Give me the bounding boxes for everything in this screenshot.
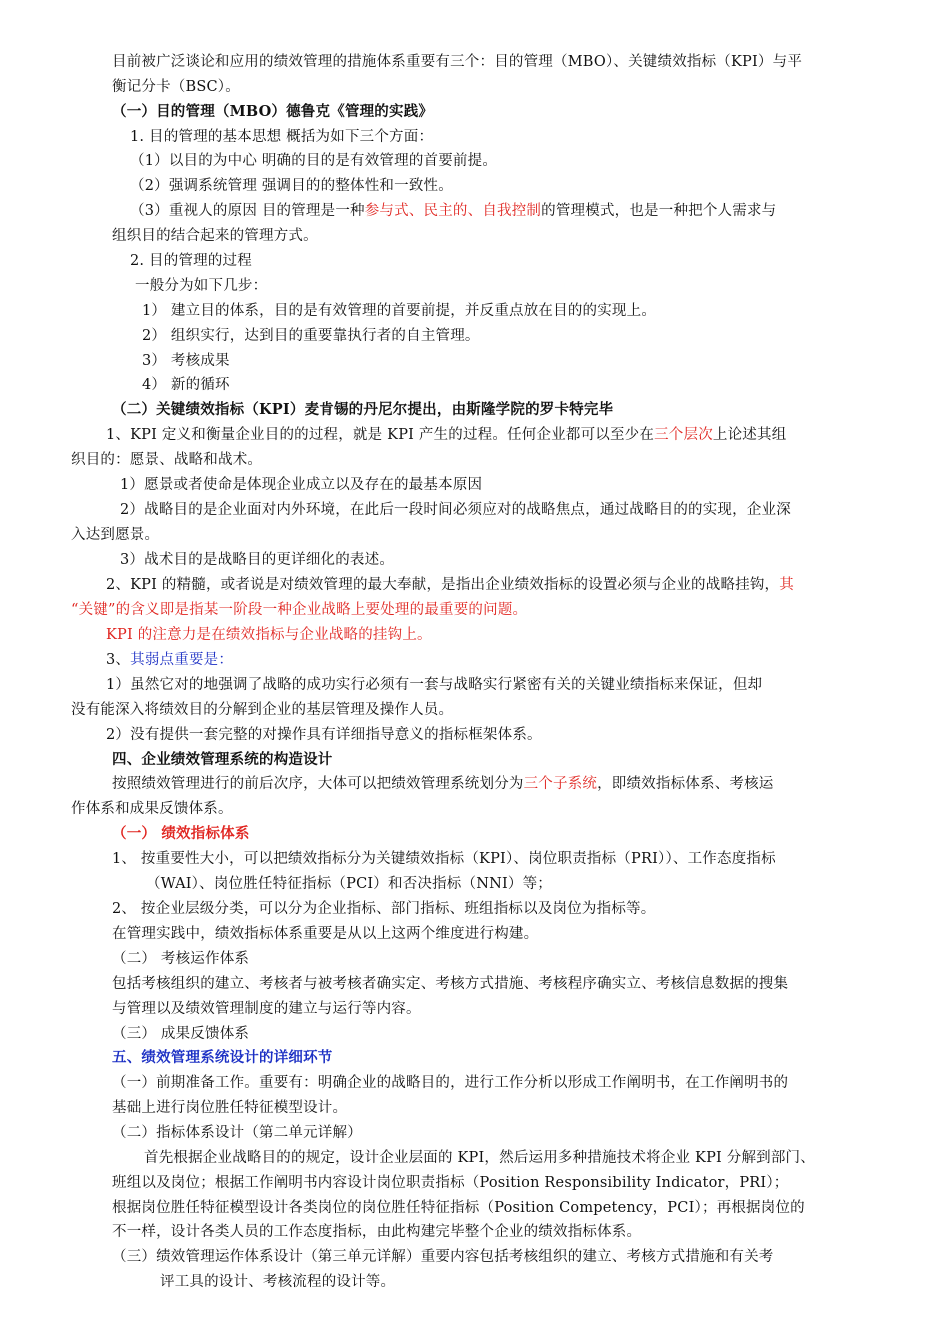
- paragraph-line: [106, 650, 233, 670]
- list-item: 2. 目的管理的过程: [130, 253, 252, 269]
- paragraph-line: 一般分为如下几步：: [135, 278, 268, 294]
- text-segment: 3、: [106, 652, 131, 668]
- highlight-line: “关键”的含义即是指某一阶段一种企业战略上要处理的最重要的问题。: [71, 602, 528, 618]
- subsection-heading: （三） 成果反馈体系: [112, 1026, 250, 1042]
- section-heading-mbo: （一）目的管理（MBO）德鲁克《管理的实践》: [112, 103, 434, 120]
- text-segment: 按照绩效管理进行的前后次序，大体可以把绩效管理系统划分为: [112, 776, 524, 792]
- list-item: 4） 新的循环: [142, 377, 230, 393]
- list-item: 3）战术目的是战略目的更详细化的表述。: [120, 552, 395, 568]
- paragraph-line: [112, 774, 774, 794]
- subsection-heading: （二） 考核运作体系: [112, 951, 250, 967]
- paragraph-line: （WAI）、岗位胜任特征指标（PCI）和否决指标（NNI）等；: [146, 876, 553, 892]
- list-item: 2）战略目的是企业面对内外环境，在此后一段时间必须应对的战略焦点，通过战略目的的实现，企业深: [120, 502, 791, 518]
- paragraph-line: [106, 425, 786, 445]
- highlight-text: 三个层次: [654, 427, 713, 443]
- text-segment: 1、KPI 定义和衡量企业目的的过程，就是 KPI 产生的过程。任何企业都可以至少在: [106, 427, 655, 443]
- paragraph-line: （一）前期准备工作。重要有：明确企业的战略目的，进行工作分析以形成工作阐明书，在工作阐明书的: [112, 1075, 789, 1091]
- list-item: （1）以目的为中心 明确的目的是有效管理的首要前提。: [130, 153, 498, 169]
- highlight-text: 三个子系统: [523, 776, 598, 792]
- paragraph-line: 入达到愿景。: [71, 527, 160, 543]
- paragraph-line: 作体系和成果反馈体系。: [71, 801, 233, 817]
- list-item: （2）强调系统管理 强调目的的整体性和一致性。: [130, 178, 453, 194]
- paragraph-line: 首先根据企业战略目的的规定，设计企业层面的 KPI，然后运用多种措施技术将企业 KPI 分解到部门、: [144, 1150, 815, 1166]
- list-item: 2、 按企业层级分类，可以分为企业指标、部门指标、班组指标以及岗位为指标等。: [112, 901, 656, 917]
- highlight-text: 其: [779, 577, 794, 593]
- text-segment: 的管理模式，也是一种把个人需求与: [541, 203, 777, 219]
- section-heading-kpi: （二）关键绩效指标（KPI）麦肯锡的丹尼尔提出，由斯隆学院的罗卡特完毕: [112, 401, 614, 418]
- list-item: 1） 建立目的体系，目的是有效管理的首要前提，并反重点放在目的的实现上。: [142, 303, 657, 319]
- list-item: [130, 201, 776, 221]
- paragraph-line: 织目的：愿景、战略和战术。: [71, 452, 263, 468]
- text-segment: 2、KPI 的精髓，或者说是对绩效管理的最大奉献，是指出企业绩效指标的设置必须与企业的战略挂钩，: [106, 577, 780, 593]
- text-segment: （3）重视人的原因 目的管理是一种: [130, 203, 365, 219]
- text-segment: ，即绩效指标体系、考核运: [597, 776, 774, 792]
- paragraph-line: 包括考核组织的建立、考核者与被考核者确实定、考核方式措施、考核程序确实立、考核信息数据的搜集: [112, 976, 789, 992]
- text-segment: 上论述其组: [712, 427, 787, 443]
- paragraph-line: 没有能深入将绩效目的分解到企业的基层管理及操作人员。: [71, 702, 454, 718]
- list-item: 3） 考核成果: [142, 353, 230, 369]
- section-heading-steps: 五、绩效管理系统设计的详细环节: [112, 1049, 333, 1066]
- highlight-line: KPI 的注意力是在绩效指标与企业战略的挂钩上。: [106, 627, 432, 643]
- paragraph-line: 班组以及岗位；根据工作阐明书内容设计岗位职责指标（Position Responsibility Indicator，PRI）；: [112, 1175, 789, 1191]
- paragraph-line: 不一样，设计各类人员的工作态度指标，由此构建完毕整个企业的绩效指标体系。: [112, 1224, 642, 1240]
- list-item: 2）没有提供一套完整的对操作具有详细指导意义的指标框架体系。: [106, 727, 542, 743]
- subsection-heading-indicator: （一） 绩效指标体系: [112, 825, 250, 842]
- list-item: 1、 按重要性大小，可以把绩效指标分为关键绩效指标（KPI）、岗位职责指标（PRI））、工作态度指标: [112, 851, 776, 867]
- paragraph-line: 基础上进行岗位胜任特征模型设计。: [112, 1100, 348, 1116]
- paragraph-line: [106, 575, 794, 595]
- subsection-heading: （二）指标体系设计（第二单元详解）: [112, 1125, 362, 1141]
- highlight-text: 其弱点重要是：: [130, 652, 234, 668]
- list-item: 1. 目的管理的基本思想 概括为如下三个方面：: [130, 129, 434, 145]
- paragraph-line: 根据岗位胜任特征模型设计各类岗位的岗位胜任特征指标（Position Competency，PCI）；再根据岗位的: [112, 1200, 805, 1216]
- list-item: 2） 组织实行，达到目的重要靠执行者的自主管理。: [142, 328, 480, 344]
- highlight-text: 参与式、民主的、自我控制: [364, 203, 542, 219]
- paragraph-line: 评工具的设计、考核流程的设计等。: [160, 1274, 396, 1290]
- list-item: 1）愿景或者使命是体现企业成立以及存在的最基本原因: [120, 477, 483, 493]
- list-item: 1）虽然它对的地强调了战略的成功实行必须有一套与战略实行紧密有关的关键业绩指标来保证，但却: [106, 677, 763, 693]
- paragraph-intro-cont: 衡记分卡（BSC）。: [112, 79, 240, 95]
- paragraph-line: 组织目的结合起来的管理方式。: [112, 228, 318, 244]
- paragraph-line: 与管理以及绩效管理制度的建立与运行等内容。: [112, 1001, 421, 1017]
- paragraph-line: （三）绩效管理运作体系设计（第三单元详解）重要内容包括考核组织的建立、考核方式措施和有关考: [112, 1249, 774, 1265]
- paragraph-line: 在管理实践中，绩效指标体系重要是从以上这两个维度进行构建。: [112, 926, 539, 942]
- paragraph-intro: 目前被广泛谈论和应用的绩效管理的措施体系重要有三个：目的管理（MBO）、关键绩效指标（KPI）与平: [112, 54, 803, 70]
- section-heading-structure: 四、企业绩效管理系统的构造设计: [112, 751, 333, 768]
